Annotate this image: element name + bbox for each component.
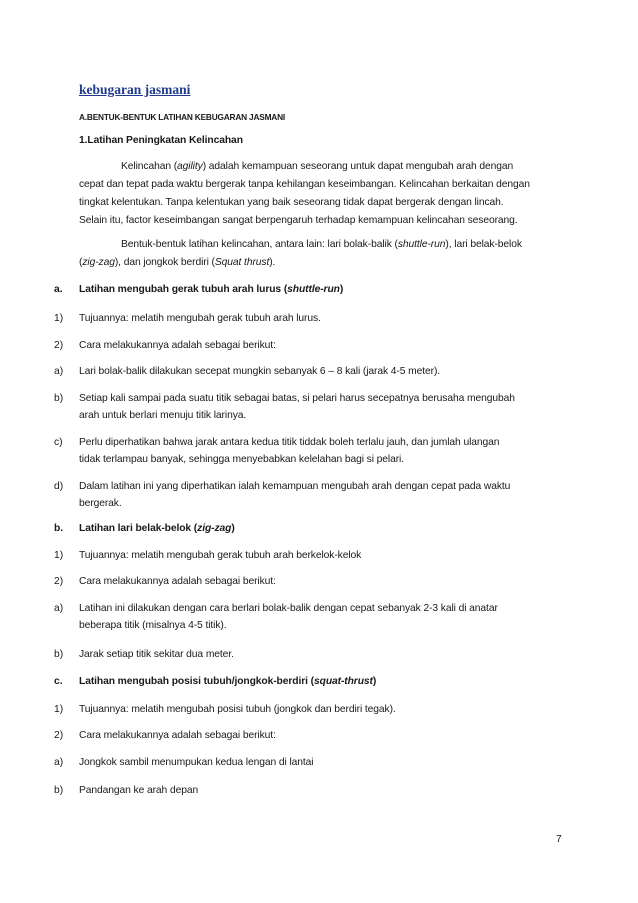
sec-a-marker: a. — [54, 284, 63, 295]
para1-line1: Kelincahan (agility) adalah kemampuan seseorang untuk dapat mengubah arah dengan — [121, 161, 514, 172]
page-number: 7 — [556, 834, 562, 845]
sec-b-item2-marker: 2) — [54, 576, 64, 587]
sec-a-item6-cont: bergerak. — [79, 498, 122, 509]
sec-b-item4-marker: b) — [54, 649, 64, 660]
sec-c-item2: Cara melakukannya adalah sebagai berikut: — [79, 730, 276, 741]
para1-line4: Selain itu, factor keseimbangan sangat berpengaruh terhadap kemampuan kelincahan seseorang. — [79, 215, 518, 226]
sec-a-item4-marker: b) — [54, 393, 64, 404]
para1-line2: cepat dan tepat pada waktu bergerak tanpa kehilangan keseimbangan. Kelincahan berkaitan dengan — [79, 179, 530, 190]
sec-c-item2-marker: 2) — [54, 730, 64, 741]
sec-b-title: Latihan lari belak-belok (zig-zag) — [79, 523, 235, 534]
sec-c-item3: Jongkok sambil menumpukan kedua lengan di lantai — [79, 757, 314, 768]
sec-c-item1: Tujuannya: melatih mengubah posisi tubuh (jongkok dan berdiri tegak). — [79, 704, 396, 715]
sub-title: 1.Latihan Peningkatan Kelincahan — [79, 135, 243, 146]
para2-line2: (zig-zag), dan jongkok berdiri (Squat thrust). — [79, 257, 276, 268]
section-title: A.BENTUK-BENTUK LATIHAN KEBUGARAN JASMANI — [79, 112, 285, 122]
sec-a-item4-cont: arah untuk berlari menuju titik larinya. — [79, 410, 247, 421]
sec-b-item3: Latihan ini dilakukan dengan cara berlari bolak-balik dengan cepat sebanyak 2-3 kali di anatar — [79, 603, 498, 614]
sec-a-item4: Setiap kali sampai pada suatu titik sebagai batas, si pelari harus secepatnya berusaha mengubah — [79, 393, 515, 404]
sec-a-item5-marker: c) — [54, 437, 63, 448]
sec-a-item6-marker: d) — [54, 481, 64, 492]
para2-line1: Bentuk-bentuk latihan kelincahan, antara lain: lari bolak-balik (shuttle-run), lari belak-belok — [121, 239, 522, 250]
sec-b-item3-marker: a) — [54, 603, 64, 614]
sec-a-item1-marker: 1) — [54, 313, 64, 324]
sec-b-item1-marker: 1) — [54, 550, 64, 561]
sec-a-item2: Cara melakukannya adalah sebagai berikut: — [79, 340, 276, 351]
sec-a-item3-marker: a) — [54, 366, 64, 377]
sec-a-item1: Tujuannya: melatih mengubah gerak tubuh arah lurus. — [79, 313, 321, 324]
sec-a-item5: Perlu diperhatikan bahwa jarak antara kedua titik tiddak boleh terlalu jauh, dan jumlah ulangan — [79, 437, 500, 448]
sec-c-item4: Pandangan ke arah depan — [79, 785, 199, 796]
para1-line3: tingkat kelentukan. Tanpa kelentukan yang baik seseorang tidak dapat bergerak dengan lincah. — [79, 197, 504, 208]
sec-b-item2: Cara melakukannya adalah sebagai berikut: — [79, 576, 276, 587]
sec-a-title: Latihan mengubah gerak tubuh arah lurus (shuttle-run) — [79, 284, 344, 295]
sec-c-item3-marker: a) — [54, 757, 64, 768]
sec-c-title: Latihan mengubah posisi tubuh/jongkok-berdiri (squat-thrust) — [79, 676, 377, 687]
sec-b-item4: Jarak setiap titik sekitar dua meter. — [79, 649, 234, 660]
sec-c-marker: c. — [54, 676, 63, 687]
sec-a-item5-cont: tidak terlampau banyak, sehingga menyebabkan kelelahan bagi si pelari. — [79, 454, 405, 465]
sec-c-item1-marker: 1) — [54, 704, 64, 715]
sec-c-item4-marker: b) — [54, 785, 64, 796]
sec-b-item1: Tujuannya: melatih mengubah gerak tubuh arah berkelok-kelok — [79, 550, 362, 561]
sec-a-item6: Dalam latihan ini yang diperhatikan ialah kemampuan mengubah arah dengan cepat pada waktu — [79, 481, 511, 492]
heading-link[interactable]: kebugaran jasmani — [79, 82, 191, 97]
sec-a-item3: Lari bolak-balik dilakukan secepat mungkin sebanyak 6 – 8 kali (jarak 4-5 meter). — [79, 366, 441, 377]
sec-b-item3-cont: beberapa titik (misalnya 4-5 titik). — [79, 620, 227, 631]
sec-a-item2-marker: 2) — [54, 340, 64, 351]
sec-b-marker: b. — [54, 523, 64, 534]
